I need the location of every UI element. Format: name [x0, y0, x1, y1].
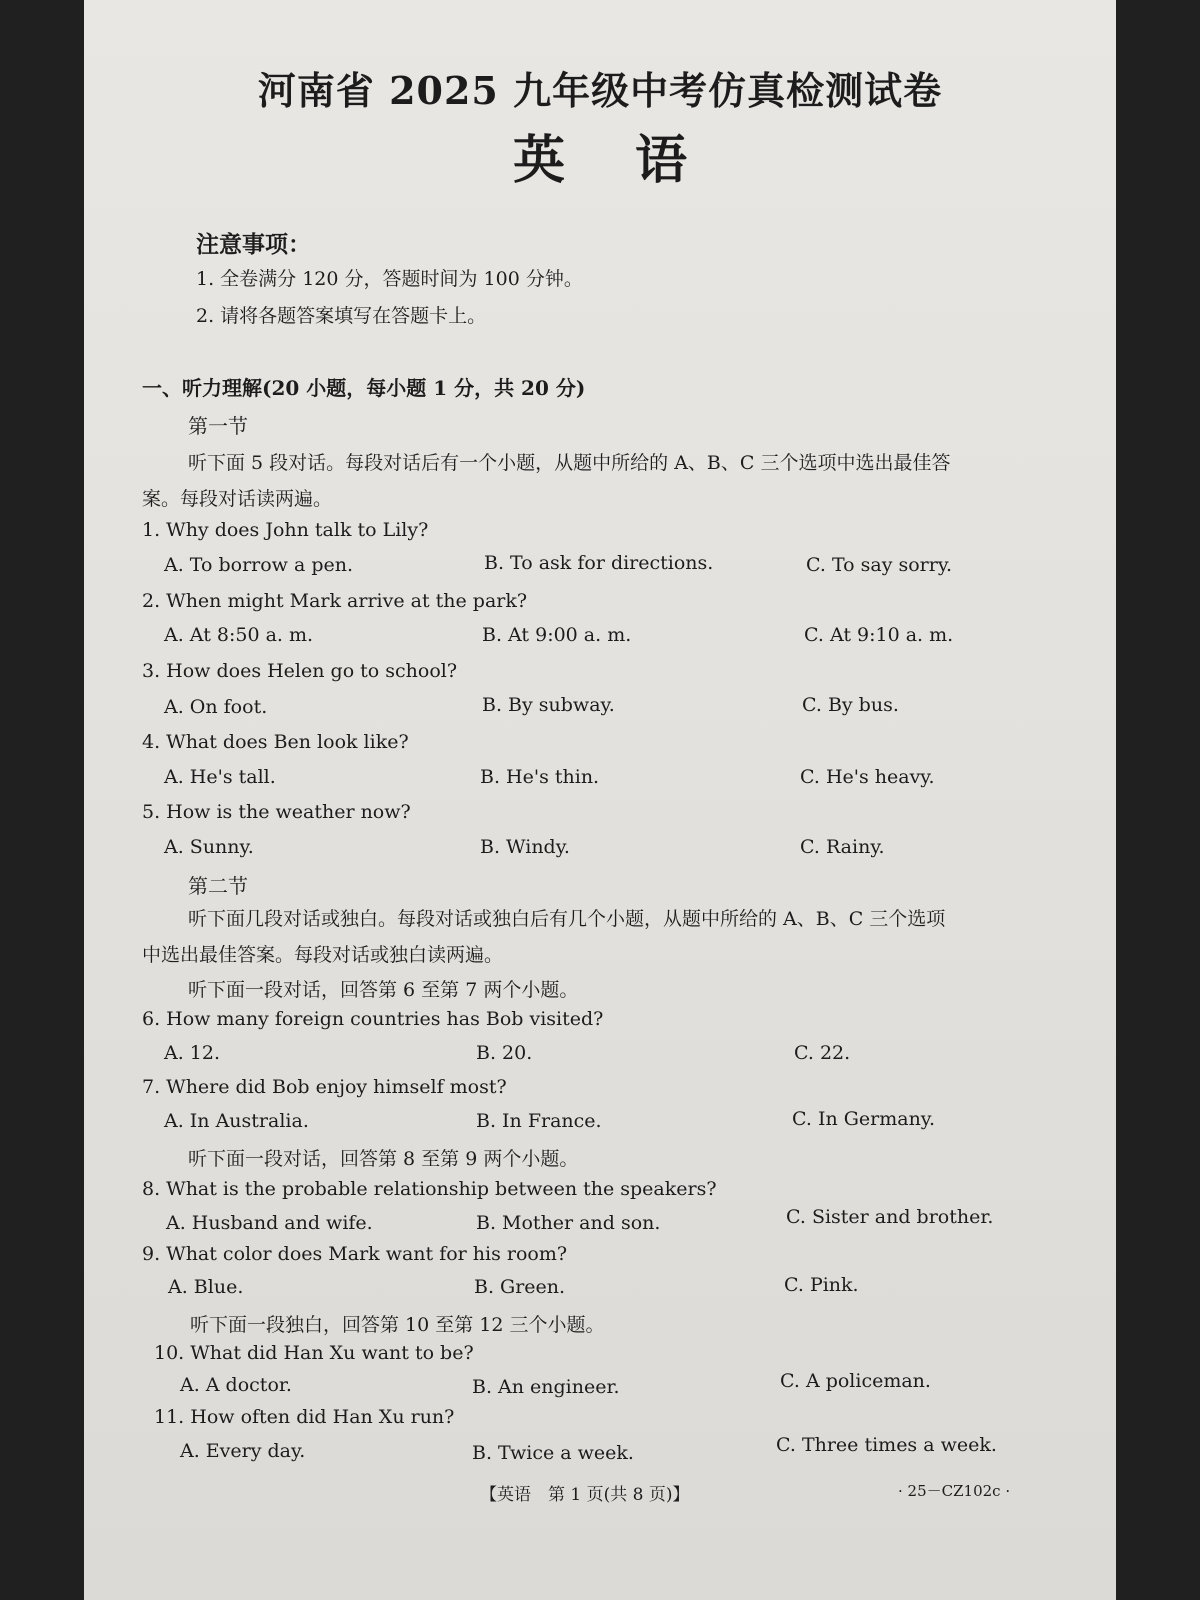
option-b: B. 20. — [476, 1042, 533, 1064]
group-instruction: 听下面一段对话，回答第 8 至第 9 两个小题。 — [188, 1148, 579, 1170]
question-text: 10. What did Han Xu want to be? — [154, 1342, 474, 1364]
option-b: B. Twice a week. — [472, 1442, 634, 1464]
option-a: A. On foot. — [164, 696, 268, 718]
question-text: 8. What is the probable relationship between the speakers? — [142, 1178, 717, 1200]
option-c: C. By bus. — [802, 694, 899, 716]
option-c: C. Three times a week. — [776, 1434, 997, 1456]
option-a: A. At 8:50 a. m. — [164, 624, 314, 646]
option-b: B. By subway. — [482, 694, 615, 716]
option-b: B. In France. — [476, 1110, 602, 1132]
option-a: A. A doctor. — [180, 1374, 292, 1396]
question-text: 1. Why does John talk to Lily? — [142, 519, 429, 541]
question-text: 6. How many foreign countries has Bob visited? — [142, 1008, 604, 1030]
option-c: C. Rainy. — [800, 836, 885, 858]
group-instruction: 听下面一段对话，回答第 6 至第 7 两个小题。 — [188, 979, 579, 1001]
part-instruction: 听下面 5 段对话。每段对话后有一个小题，从题中所给的 A、B、C 三个选项中选出最佳答 — [188, 452, 951, 474]
paper-code: · 25－CZ102c · — [898, 1482, 1011, 1500]
part-instruction: 听下面几段对话或独白。每段对话或独白后有几个小题，从题中所给的 A、B、C 三个选项 — [188, 908, 946, 930]
option-a: A. 12. — [164, 1042, 221, 1064]
option-c: C. He's heavy. — [800, 766, 935, 788]
option-a: A. Every day. — [180, 1440, 306, 1462]
notice-item: 1. 全卷满分 120 分，答题时间为 100 分钟。 — [196, 268, 583, 290]
option-b: B. An engineer. — [472, 1376, 620, 1398]
option-b: B. To ask for directions. — [484, 552, 714, 574]
option-a: A. Blue. — [168, 1276, 244, 1298]
question-text: 7. Where did Bob enjoy himself most? — [142, 1076, 507, 1098]
notice-item: 2. 请将各题答案填写在答题卡上。 — [196, 305, 487, 327]
question-text: 2. When might Mark arrive at the park? — [142, 590, 528, 612]
part-instruction: 案。每段对话读两遍。 — [142, 488, 333, 510]
question-text: 3. How does Helen go to school? — [142, 660, 458, 682]
option-c: C. To say sorry. — [806, 554, 953, 576]
notice-heading: 注意事项： — [196, 231, 311, 258]
part-instruction: 中选出最佳答案。每段对话或独白读两遍。 — [142, 944, 504, 966]
option-a: A. Husband and wife. — [166, 1212, 373, 1234]
option-c: C. Pink. — [784, 1274, 859, 1296]
option-b: B. He's thin. — [480, 766, 600, 788]
option-b: B. Green. — [474, 1276, 566, 1298]
question-text: 5. How is the weather now? — [142, 801, 411, 823]
option-a: A. To borrow a pen. — [164, 554, 354, 576]
option-c: C. A policeman. — [780, 1370, 931, 1392]
option-c: C. Sister and brother. — [786, 1206, 994, 1228]
exam-title: 河南省 2025 九年级中考仿真检测试卷 — [257, 68, 943, 113]
option-b: B. At 9:00 a. m. — [482, 624, 632, 646]
subject-title: 英语 — [512, 130, 757, 191]
option-a: A. Sunny. — [164, 836, 254, 858]
option-c: C. In Germany. — [792, 1108, 936, 1130]
option-a: A. He's tall. — [164, 766, 276, 788]
question-text: 4. What does Ben look like? — [142, 731, 409, 753]
option-b: B. Windy. — [480, 836, 570, 858]
section-heading: 一、听力理解(20 小题，每小题 1 分，共 20 分) — [142, 376, 586, 400]
option-c: C. At 9:10 a. m. — [804, 624, 954, 646]
option-c: C. 22. — [794, 1042, 851, 1064]
part-heading: 第一节 — [188, 414, 248, 438]
option-b: B. Mother and son. — [476, 1212, 661, 1234]
exam-page — [84, 0, 1116, 1600]
option-a: A. In Australia. — [164, 1110, 309, 1132]
question-text: 11. How often did Han Xu run? — [154, 1406, 455, 1428]
question-text: 9. What color does Mark want for his room? — [142, 1243, 568, 1265]
part-heading: 第二节 — [188, 874, 248, 898]
page-footer: 【英语 第 1 页(共 8 页)】 — [480, 1485, 690, 1505]
group-instruction: 听下面一段独白，回答第 10 至第 12 三个小题。 — [190, 1314, 605, 1336]
